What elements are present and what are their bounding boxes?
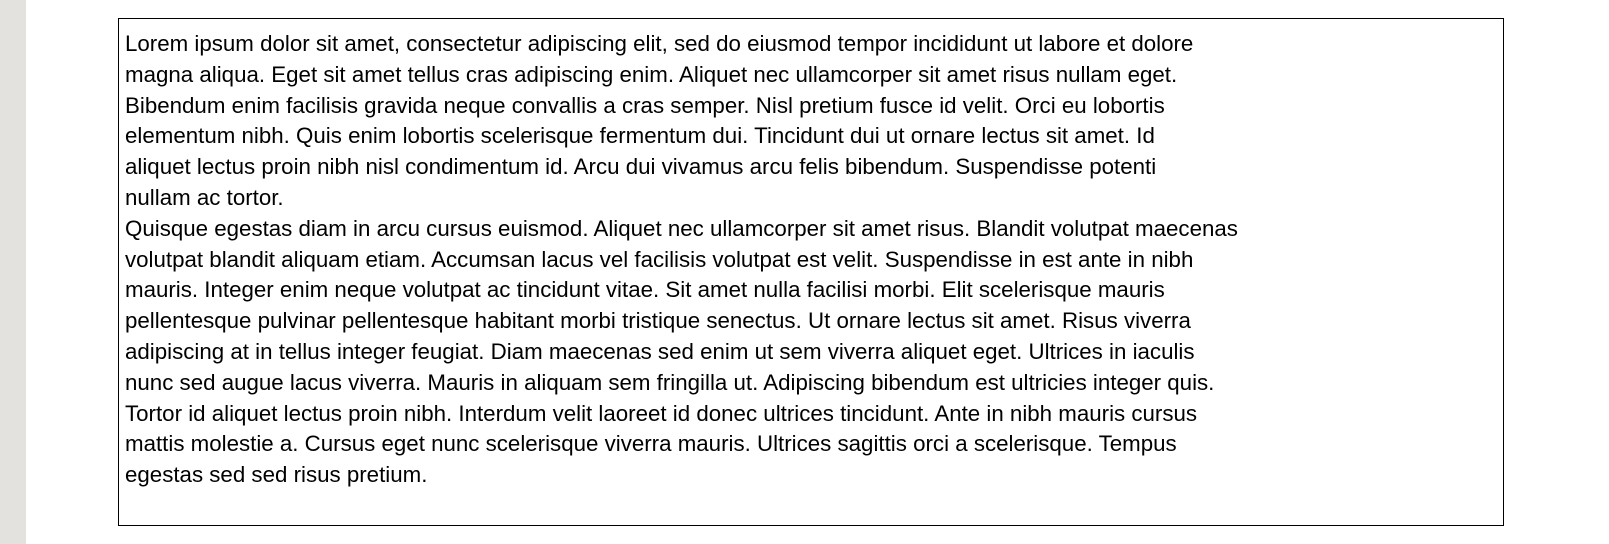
paragraph-2-line-9: egestas sed sed risus pretium. xyxy=(125,462,428,488)
paragraph-2-line-5: adipiscing at in tellus integer feugiat. Diam maecenas sed enim ut sem viverra aliquet eget. Ultrices in iaculis xyxy=(125,338,1195,364)
paragraph-1-line-4: elementum nibh. Quis enim lobortis scelerisque fermentum dui. Tincidunt dui ut ornare lectus sit amet. Id xyxy=(125,123,1155,149)
paragraph-2-line-7: Tortor id aliquet lectus proin nibh. Interdum velit laoreet id donec ultrices tincidunt. Ante in nibh mauris cursus xyxy=(125,400,1198,426)
paragraph-1-line-6: nullam ac tortor. xyxy=(125,184,284,210)
paragraph-1-line-1: Lorem ipsum dolor sit amet, consectetur adipiscing elit, sed do eiusmod tempor incididunt ut labore et dolore xyxy=(125,31,1194,56)
paragraph-2-line-3: mauris. Integer enim neque volutpat ac tincidunt vitae. Sit amet nulla facilisi morbi. Elit scelerisque mauris xyxy=(125,277,1165,303)
paragraph-1-line-3: Bibendum enim facilisis gravida neque convallis a cras semper. Nisl pretium fusce id velit. Orci eu lobortis xyxy=(125,92,1165,118)
paragraph-2-line-8: mattis molestie a. Cursus eget nunc scelerisque viverra mauris. Ultrices sagittis orci a scelerisque. Tempus xyxy=(125,431,1177,457)
document-page xyxy=(26,0,1609,544)
paragraph-2-line-1: Quisque egestas diam in arcu cursus euismod. Aliquet nec ullamcorper sit amet risus. Blandit volutpat maecenas xyxy=(125,215,1238,241)
paragraph-1-line-2: magna aliqua. Eget sit amet tellus cras adipiscing enim. Aliquet nec ullamcorper sit amet risus nullam eget. xyxy=(125,61,1178,87)
text-frame[interactable] xyxy=(118,18,1504,526)
paragraph-2-line-4: pellentesque pulvinar pellentesque habitant morbi tristique senectus. Ut ornare lectus sit amet. Risus viverra xyxy=(125,308,1191,334)
paragraph-1-line-5: aliquet lectus proin nibh nisl condimentum id. Arcu dui vivamus arcu felis bibendum. Suspendisse potenti xyxy=(125,154,1157,180)
paragraph-2-line-2: volutpat blandit aliquam etiam. Accumsan lacus vel facilisis volutpat est velit. Suspendisse in est ante in nibh xyxy=(125,246,1194,272)
paragraph-2-line-6: nunc sed augue lacus viverra. Mauris in aliquam sem fringilla ut. Adipiscing bibendum est ultricies integer quis. xyxy=(125,369,1215,395)
